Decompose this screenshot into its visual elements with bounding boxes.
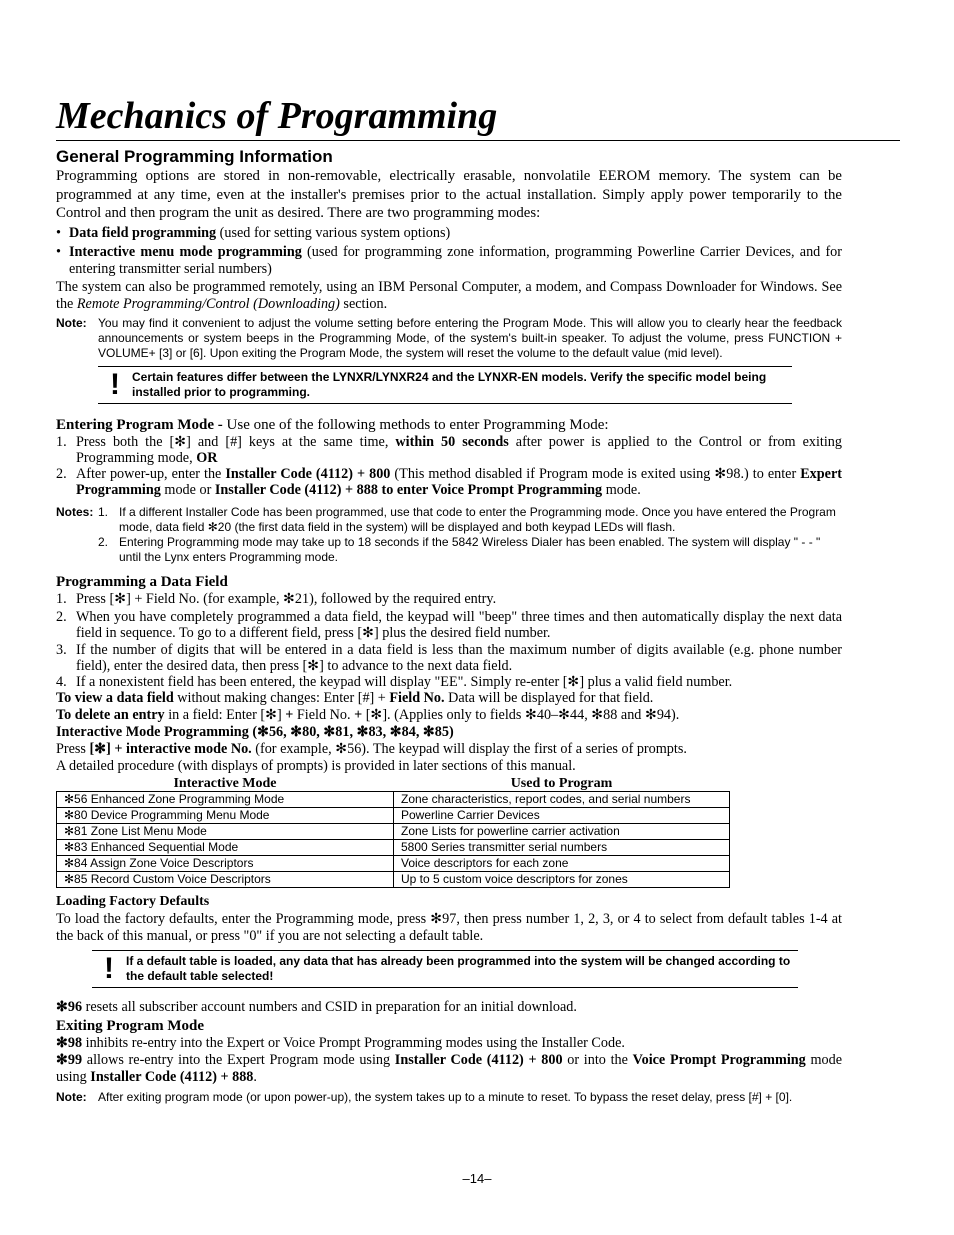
- table-cell: Up to 5 custom voice descriptors for zones: [394, 872, 730, 888]
- warning-text: Certain features differ between the LYNXR/LYNXR24 and the LYNXR-EN models. Verify the specific model being installed prior to programming.: [132, 369, 767, 399]
- star99-text: allows re-entry into the Expert Program mode using: [82, 1052, 395, 1069]
- note-text: If a different Installer Code has been programmed, use that code to enter the Programming mode. Once you have entered the Program mode, data field ✻20 (the first data field in the system) will be displayed and both keypad LEDs will flash.: [119, 504, 836, 534]
- defaults-text: To load the factory defaults, enter the Programming mode, press ✻97, then press number 1, 2, 3, or 4 to select from default tables 1-4 at the back of this manual, or press "0" if you are not selecting a default table.: [56, 911, 842, 945]
- table-row: [57, 856, 730, 872]
- bullet-bold: Data field programming: [69, 224, 217, 241]
- page-body: [56, 144, 842, 1105]
- model-warning: [98, 366, 792, 404]
- bullet-text: (used for programming zone information, programming Powerline Carrier Devices, and for entering transmitter serial numbers): [69, 243, 842, 277]
- default-table-warning: [92, 950, 798, 988]
- section-heading: General Programming Information: [56, 147, 333, 166]
- step-text: Press both the [✻] and [#] keys at the same time,: [76, 433, 396, 450]
- defaults-heading: Loading Factory Defaults: [56, 894, 210, 910]
- star96-bold: ✻96: [56, 999, 83, 1016]
- star96-line: [56, 999, 842, 1016]
- data-field-heading: Programming a Data Field: [56, 573, 228, 590]
- table-cell: ✻85 Record Custom Voice Descriptors: [57, 872, 394, 888]
- star99-bold: Voice Prompt Programming: [632, 1052, 806, 1069]
- interactive-line: [56, 741, 842, 758]
- table-row: [57, 872, 730, 888]
- remote-link-text: Remote Programming/Control (Downloading): [76, 295, 340, 312]
- note-item: [98, 535, 842, 565]
- delete-bold: +: [354, 707, 363, 724]
- step-bold: OR: [196, 449, 218, 466]
- step-text: If a nonexistent field has been entered, the keypad will display "EE". Simply re-enter [✻] plus a valid field number.: [76, 674, 733, 691]
- delete-text: [✻]. (Applies only to fields ✻40–✻44, ✻88 and ✻94).: [362, 707, 680, 724]
- table-cell: ✻83 Enhanced Sequential Mode: [57, 840, 394, 856]
- delete-bold: +: [285, 707, 294, 724]
- step-text: mode or: [160, 482, 215, 499]
- list-item: [56, 609, 842, 642]
- star98-line: [56, 1035, 842, 1052]
- step-text: mode.: [602, 482, 641, 499]
- exclamation-icon: !: [110, 367, 120, 401]
- star99-text: or into the: [562, 1052, 633, 1069]
- list-item: [56, 466, 842, 499]
- view-data-field: [56, 690, 842, 707]
- step-bold: Installer Code (4112) + 888 to enter Voice Prompt Programming: [214, 482, 603, 499]
- star99-bold: Installer Code (4112) + 888: [90, 1069, 254, 1086]
- intro-paragraph: Programming options are stored in non-removable, electrically erasable, nonvolatile EEROM memory. The system can be programmed at any time, even at the installer's premises prior to the actual installation. Simply apply power temporarily to the Control and then program the unit as desired. There are two programming modes:: [56, 168, 842, 221]
- exiting-heading: Exiting Program Mode: [56, 1018, 205, 1035]
- list-item: [56, 434, 842, 467]
- star96-text: resets all subscriber account numbers and CSID in preparation for an initial download.: [82, 999, 577, 1016]
- bullet-text: (used for setting various system options): [216, 224, 451, 241]
- bullet-icon: •: [56, 224, 61, 241]
- entering-notes: [56, 505, 842, 565]
- view-bold: To view a data field: [56, 690, 174, 707]
- delete-text: Field No.: [293, 707, 355, 724]
- step-bold: Expert Programming: [76, 466, 842, 499]
- exclamation-icon: !: [104, 952, 114, 986]
- bullet-icon: •: [56, 243, 61, 260]
- table-cell: Zone Lists for powerline carrier activation: [394, 824, 730, 840]
- table-row: [57, 792, 730, 808]
- entering-heading: Entering Program Mode -: [56, 416, 223, 433]
- note-number: 1.: [98, 504, 109, 519]
- entering-text: Use one of the following methods to enter Programming Mode:: [222, 416, 609, 433]
- note-label: Note:: [56, 1090, 87, 1105]
- table-row: [57, 808, 730, 824]
- view-text: Data will be displayed for that field.: [444, 690, 654, 707]
- list-number: 1.: [56, 433, 67, 450]
- list-number: 2.: [56, 608, 67, 625]
- entering-steps: [56, 434, 842, 499]
- table-header: Interactive Mode: [173, 776, 277, 792]
- delete-text: in a field: Enter [✻]: [164, 707, 286, 724]
- view-text: without making changes: Enter [#] +: [173, 690, 390, 707]
- note-text: You may find it convenient to adjust the volume setting before entering the Program Mode. This will allow you to clearly hear the feedback announcements or system beeps in the Programming Mode, of the system's built-in speaker. To adjust the volume, press FUNCTION + VOLUME+ [3] or [6]. Upon exiting the Program Mode, the system will reset the volume to the default value (mid level).: [98, 315, 842, 360]
- table-cell: Voice descriptors for each zone: [394, 856, 730, 872]
- interactive-heading: Interactive Mode Programming (✻56, ✻80, ✻81, ✻83, ✻84, ✻85): [56, 724, 454, 741]
- table-cell: 5800 Series transmitter serial numbers: [394, 840, 730, 856]
- step-text: after power is applied to the Control or from exiting Programming mode,: [76, 433, 842, 466]
- delete-bold: To delete an entry: [56, 707, 165, 724]
- star98-bold: ✻98: [56, 1035, 83, 1052]
- data-field-steps: [56, 591, 842, 691]
- table-row: [57, 840, 730, 856]
- view-bold: Field No.: [389, 690, 445, 707]
- bullet-bold: Interactive menu mode programming: [69, 243, 302, 260]
- note-number: 2.: [98, 534, 109, 549]
- note-text: Entering Programming mode may take up to 18 seconds if the 5842 Wireless Dialer has been enabled. The system will display " - - " until the Lynx enters Programming mode.: [119, 534, 821, 564]
- volume-note: [56, 316, 842, 361]
- warning-text: If a default table is loaded, any data that has already been programmed into the system will be changed according to the default table selected!: [126, 954, 791, 984]
- star99-bold: Installer Code (4112) + 800: [394, 1052, 563, 1069]
- interactive-detail: A detailed procedure (with displays of prompts) is provided in later sections of this manual.: [56, 758, 576, 775]
- star99-bold: ✻99: [56, 1052, 83, 1069]
- table-cell: Zone characteristics, report codes, and serial numbers: [394, 792, 730, 808]
- entering-program-mode: [56, 416, 842, 434]
- reset-note: [56, 1090, 842, 1105]
- table-header: Used to Program: [510, 776, 613, 792]
- star99-line: [56, 1052, 842, 1086]
- note-text: After exiting program mode (or upon power-up), the system takes up to a minute to reset. To bypass the reset delay, press [#] + [0].: [98, 1090, 793, 1105]
- notes-label: Notes:: [56, 504, 94, 519]
- star99-text: mode using: [56, 1052, 842, 1086]
- step-text: If the number of digits that will be entered in a data field is less than the maximum number of digits available (e.g. phone number field), enter the desired data, then press [✻] to advance to the next data field.: [76, 641, 842, 674]
- interactive-text: (for example, ✻56). The keypad will display the first of a series of prompts.: [251, 741, 687, 758]
- remote-text-end: section.: [339, 295, 388, 312]
- remote-text: The system can also be programmed remotely, using an IBM Personal Computer, a modem, and Compass Downloader for Windows. See the: [56, 278, 842, 312]
- page-number: –14–: [462, 1171, 492, 1186]
- star99-text: .: [253, 1069, 257, 1086]
- step-bold: Installer Code (4112) + 800: [225, 466, 391, 483]
- step-text: (This method disabled if Program mode is exited using ✻98.) to enter: [390, 466, 801, 483]
- step-bold: within 50 seconds: [395, 433, 509, 450]
- interactive-modes-table: [56, 776, 730, 888]
- bullet-item: [56, 225, 842, 242]
- list-item: [56, 591, 842, 607]
- step-text: After power-up, enter the: [76, 466, 226, 483]
- list-number: 1.: [56, 590, 67, 607]
- table-cell: ✻81 Zone List Menu Mode: [57, 824, 394, 840]
- list-number: 3.: [56, 641, 67, 658]
- table-cell: ✻80 Device Programming Menu Mode: [57, 808, 394, 824]
- note-label: Note:: [56, 315, 87, 330]
- step-text: When you have completely programmed a data field, the keypad will "beep" three times and then automatically display the next data field in sequence. To go to a different field, press [✻] plus the desired field number.: [76, 608, 842, 642]
- star98-text: inhibits re-entry into the Expert or Voice Prompt Programming modes using the Installer Code.: [82, 1035, 625, 1052]
- table-cell: ✻84 Assign Zone Voice Descriptors: [57, 856, 394, 872]
- bullet-item: [56, 244, 842, 278]
- delete-entry: [56, 707, 842, 724]
- note-item: [98, 505, 842, 535]
- table-cell: ✻56 Enhanced Zone Programming Mode: [57, 792, 394, 808]
- page-title: Mechanics of Programming: [56, 95, 498, 137]
- list-item: [56, 642, 842, 675]
- list-number: 4.: [56, 674, 67, 691]
- step-text: Press [✻] + Field No. (for example, ✻21), followed by the required entry.: [76, 590, 497, 607]
- table-header-row: [57, 776, 730, 792]
- interactive-bold: [✻] + interactive mode No.: [89, 741, 252, 758]
- remote-paragraph: [56, 279, 842, 313]
- table-cell: Powerline Carrier Devices: [394, 808, 730, 824]
- interactive-text: Press: [56, 741, 90, 758]
- list-number: 2.: [56, 466, 67, 483]
- list-item: [56, 674, 842, 690]
- title-rule: [56, 140, 900, 141]
- table-row: [57, 824, 730, 840]
